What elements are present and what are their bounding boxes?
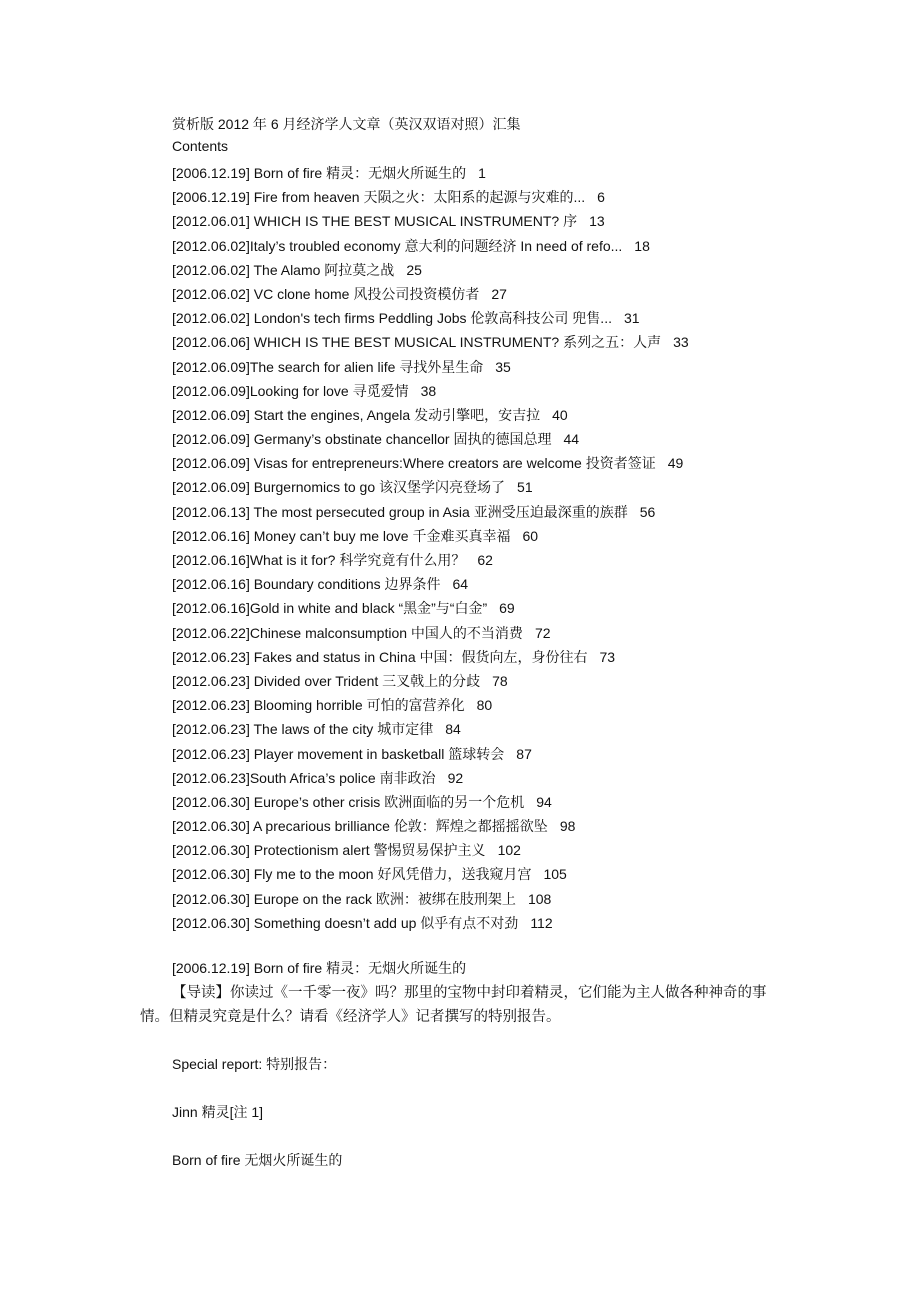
toc-entry-title: [2006.12.19] Fire from heaven 天陨之火：太阳系的起源与灾难的... xyxy=(172,189,586,206)
toc-entry-page-number: 27 xyxy=(491,285,507,302)
toc-entry-page-number: 62 xyxy=(477,552,493,568)
toc-entry-page-number: 33 xyxy=(673,334,689,351)
toc-entry-page-number: 98 xyxy=(559,818,576,835)
toc-entry[interactable] xyxy=(172,549,689,573)
toc-entry-page-number: 105 xyxy=(543,866,567,883)
toc-entry[interactable] xyxy=(172,767,689,791)
toc-entry-page-number: 72 xyxy=(534,624,551,641)
toc-entry[interactable] xyxy=(172,912,689,936)
toc-entry-title: [2012.06.02] VC clone home 风投公司投资模仿者 xyxy=(172,285,480,302)
toc-entry-page-number: 80 xyxy=(476,697,493,714)
toc-entry[interactable] xyxy=(172,186,689,210)
toc-entry-title: [2012.06.09] Start the engines, Angela 发动引擎吧，安吉拉 xyxy=(172,406,541,423)
special-report-line: Special report: 特别报告： xyxy=(172,1056,337,1072)
toc-entry-page-number: 49 xyxy=(667,455,684,472)
toc-entry-page-number: 44 xyxy=(563,431,580,448)
table-of-contents xyxy=(172,162,689,936)
toc-entry-page-number: 25 xyxy=(406,261,422,278)
toc-entry-title: [2012.06.30] Protectionism alert 警惕贸易保护主义 xyxy=(172,842,486,859)
toc-entry-page-number: 64 xyxy=(452,576,469,593)
toc-entry[interactable] xyxy=(172,452,689,476)
toc-entry-title: [2012.06.22]Chinese malconsumption 中国人的不当消费 xyxy=(172,624,523,641)
toc-entry-page-number: 35 xyxy=(495,358,511,375)
toc-entry-title: [2012.06.23] Blooming horrible 可怕的富营养化 xyxy=(172,697,465,714)
toc-entry-title: [2012.06.01] WHICH IS THE BEST MUSICAL INSTRUMENT? 序 xyxy=(172,213,578,230)
toc-entry-title: [2012.06.23] Player movement in basketball 篮球转会 xyxy=(172,745,505,762)
toc-entry-title: [2006.12.19] Born of fire 精灵：无烟火所诞生的 xyxy=(172,165,467,181)
jinn-line: Jinn 精灵[注 1] xyxy=(172,1104,264,1120)
toc-entry-title: [2012.06.30] Something doesn’t add up 似乎有点不对劲 xyxy=(172,914,519,931)
toc-entry-page-number: 38 xyxy=(420,382,437,399)
toc-entry[interactable] xyxy=(172,670,689,694)
toc-entry[interactable] xyxy=(172,162,689,186)
toc-entry-page-number: 69 xyxy=(499,600,515,617)
toc-entry[interactable] xyxy=(172,525,689,549)
toc-entry-page-number: 60 xyxy=(522,527,539,544)
toc-entry[interactable] xyxy=(172,743,689,767)
toc-entry-title: [2012.06.09] Burgernomics to go 该汉堡学闪亮登场了 xyxy=(172,479,506,496)
toc-entry[interactable] xyxy=(172,501,689,525)
toc-entry[interactable] xyxy=(172,428,689,452)
toc-entry-title: [2012.06.02] London's tech firms Peddling Jobs 伦敦高科技公司 兜售... xyxy=(172,310,612,327)
toc-entry-page-number: 13 xyxy=(589,213,605,230)
toc-entry[interactable] xyxy=(172,235,689,259)
toc-entry[interactable] xyxy=(172,404,689,428)
toc-entry-page-number: 1 xyxy=(478,165,486,181)
toc-entry-title: [2012.06.09] Visas for entrepreneurs:Where creators are welcome 投资者签证 xyxy=(172,455,656,472)
toc-entry-title: [2012.06.13] The most persecuted group in Asia 亚洲受压迫最深重的族群 xyxy=(172,503,628,520)
born-of-fire-line: Born of fire 无烟火所诞生的 xyxy=(172,1152,343,1168)
toc-entry-title: [2012.06.23] Divided over Trident 三叉戟上的分歧 xyxy=(172,672,481,689)
contents-heading: Contents xyxy=(172,138,229,154)
toc-entry-title: [2012.06.16] Money can’t buy me love 千金难买真幸福 xyxy=(172,527,511,544)
toc-entry-title: [2012.06.30] Europe on the rack 欧洲：被绑在肢刑架上 xyxy=(172,890,516,907)
toc-entry-page-number: 73 xyxy=(599,648,616,665)
toc-entry-title: [2012.06.30] A precarious brilliance 伦敦：辉煌之都摇摇欲坠 xyxy=(172,818,548,835)
toc-entry-page-number: 78 xyxy=(492,672,508,689)
toc-entry[interactable] xyxy=(172,622,689,646)
toc-entry-title: [2012.06.06] WHICH IS THE BEST MUSICAL INSTRUMENT? 系列之五：人声 xyxy=(172,334,662,351)
toc-entry-title: [2012.06.23]South Africa’s police 南非政治 xyxy=(172,769,436,786)
toc-entry-page-number: 40 xyxy=(552,406,568,423)
toc-entry[interactable] xyxy=(172,646,689,670)
toc-entry-title: [2012.06.16] Boundary conditions 边界条件 xyxy=(172,576,441,593)
toc-entry[interactable] xyxy=(172,210,689,234)
toc-entry-title: [2012.06.02]Italy’s troubled economy 意大利的问题经济 In need of refo... xyxy=(172,237,623,254)
toc-entry-title: [2012.06.09]Looking for love 寻觅爱情 xyxy=(172,382,409,399)
toc-entry-page-number: 92 xyxy=(447,769,464,786)
toc-entry-page-number: 6 xyxy=(597,189,605,206)
toc-entry-page-number: 112 xyxy=(530,914,553,931)
toc-entry[interactable] xyxy=(172,888,689,912)
toc-entry-page-number: 84 xyxy=(445,721,461,738)
toc-entry-page-number: 51 xyxy=(517,479,533,496)
toc-entry[interactable] xyxy=(172,863,689,887)
section-heading: [2006.12.19] Born of fire 精灵：无烟火所诞生的 xyxy=(172,960,467,976)
toc-entry-title: [2012.06.23] The laws of the city 城市定律 xyxy=(172,721,434,738)
toc-entry-title: [2012.06.16]Gold in white and black “黑金”与“白金” xyxy=(172,600,488,617)
toc-entry-page-number: 94 xyxy=(536,793,552,810)
toc-entry[interactable] xyxy=(172,839,689,863)
toc-entry[interactable] xyxy=(172,573,689,597)
toc-entry[interactable] xyxy=(172,283,689,307)
toc-entry-page-number: 108 xyxy=(527,890,552,907)
toc-entry[interactable] xyxy=(172,694,689,718)
toc-entry-page-number: 31 xyxy=(623,310,640,327)
toc-entry[interactable] xyxy=(172,597,689,621)
toc-entry-title: [2012.06.30] Fly me to the moon 好风凭借力，送我窥月宫 xyxy=(172,866,532,883)
toc-entry[interactable] xyxy=(172,718,689,742)
toc-entry-title: [2012.06.30] Europe’s other crisis 欧洲面临的另一个危机 xyxy=(172,793,525,810)
toc-entry[interactable] xyxy=(172,791,689,815)
toc-entry[interactable] xyxy=(172,356,689,380)
toc-entry-title: [2012.06.23] Fakes and status in China 中国：假货向左，身份往右 xyxy=(172,648,588,665)
toc-entry[interactable] xyxy=(172,476,689,500)
document-title: 赏析版 2012 年 6 月经济学人文章（英汉双语对照）汇集 xyxy=(172,116,521,132)
toc-entry[interactable] xyxy=(172,331,689,355)
toc-entry-page-number: 87 xyxy=(516,745,532,762)
toc-entry[interactable] xyxy=(172,259,689,283)
toc-entry-page-number: 102 xyxy=(497,842,521,859)
toc-entry[interactable] xyxy=(172,815,689,839)
toc-entry-page-number: 18 xyxy=(634,237,650,254)
intro-paragraph: 【导读】你读过《一千零一夜》吗？那里的宝物中封印着精灵，它们能为主人做各种神奇的事情。但精灵究竟是什么？请看《经济学人》记者撰写的特别报告。 xyxy=(140,985,767,1025)
toc-entry-title: [2012.06.02] The Alamo 阿拉莫之战 xyxy=(172,261,395,278)
toc-entry-title: [2012.06.09]The search for alien life 寻找外星生命 xyxy=(172,358,484,375)
toc-entry[interactable] xyxy=(172,307,689,331)
toc-entry-page-number: 56 xyxy=(639,503,656,520)
toc-entry[interactable] xyxy=(172,380,689,404)
toc-entry-title: [2012.06.09] Germany’s obstinate chancellor 固执的德国总理 xyxy=(172,431,552,448)
toc-entry-title: [2012.06.16]What is it for? 科学究竟有什么用？ xyxy=(172,552,466,568)
